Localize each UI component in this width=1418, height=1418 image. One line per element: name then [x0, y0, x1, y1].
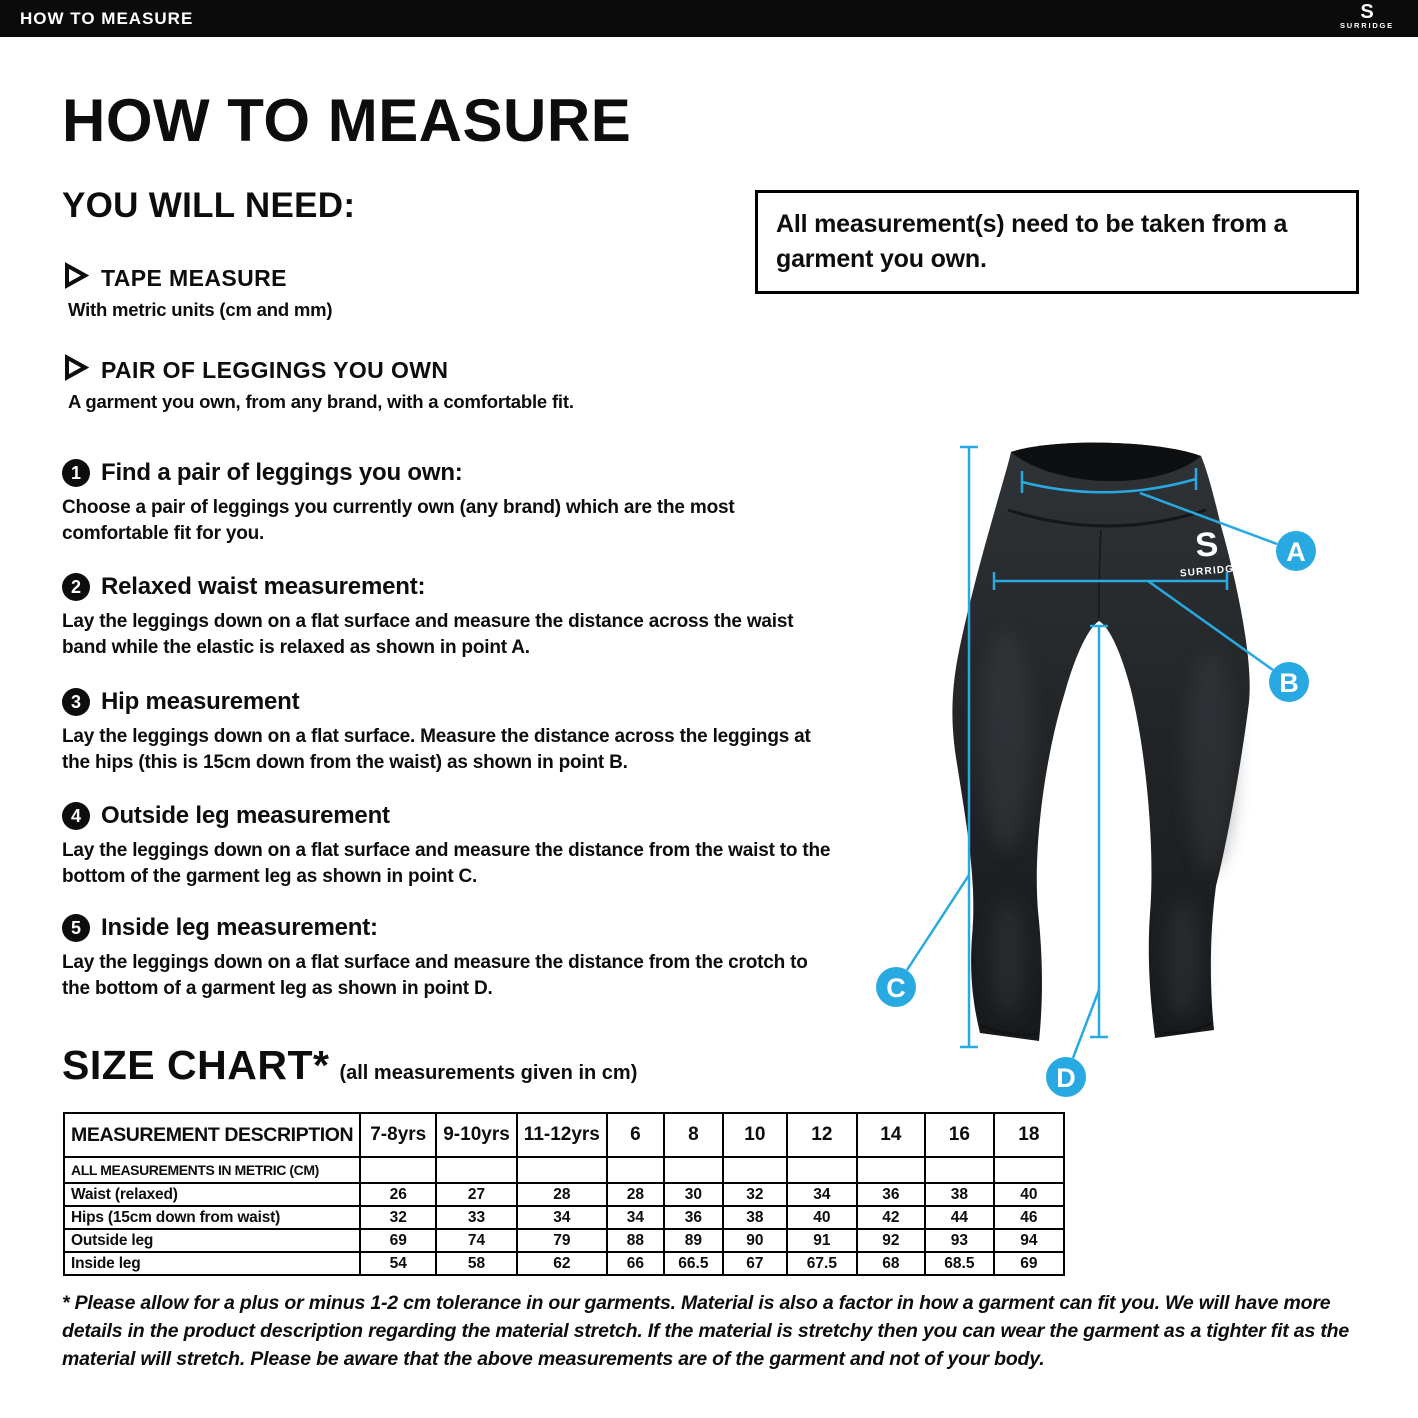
- page-title: HOW TO MEASURE: [62, 87, 632, 154]
- step-5: [62, 914, 862, 1002]
- cell-value: 93: [925, 1229, 994, 1252]
- cell-value: 69: [994, 1252, 1064, 1275]
- cell-value: 32: [723, 1183, 787, 1206]
- measurement-notice-box: All measurement(s) need to be taken from a garment you own.: [755, 190, 1359, 294]
- cell-value: 90: [723, 1229, 787, 1252]
- cell-value: 68.5: [925, 1252, 994, 1275]
- step-title: Inside leg measurement:: [101, 914, 378, 941]
- step-3: [62, 688, 862, 776]
- need-item-tape-measure: [62, 262, 332, 321]
- cell-value: 34: [607, 1206, 664, 1229]
- inside-leg-line: [1090, 626, 1108, 1037]
- table-metric-row: [64, 1157, 1064, 1183]
- empty-cell: [436, 1157, 517, 1183]
- step-number-badge: 3: [62, 688, 90, 716]
- outside-leg-leader-line: [907, 875, 969, 970]
- table-row: [64, 1183, 1064, 1206]
- point-marker-b: [1269, 662, 1309, 702]
- cell-value: 68: [857, 1252, 925, 1275]
- column-header: 8: [664, 1113, 723, 1157]
- step-body: Lay the leggings down on a flat surface and measure the distance from the crotch to the bottom of a garment leg as shown in point D.: [62, 952, 808, 999]
- cell-value: 38: [925, 1183, 994, 1206]
- step-number-badge: 4: [62, 802, 90, 830]
- top-bar: [0, 0, 1418, 37]
- step-body: Choose a pair of leggings you currently own (any brand) which are the most comfortable fit for you.: [62, 497, 735, 544]
- cell-value: 46: [994, 1206, 1064, 1229]
- cell-value: 88: [607, 1229, 664, 1252]
- step-number-badge: 1: [62, 459, 90, 487]
- empty-cell: [517, 1157, 607, 1183]
- svg-text:A: A: [1286, 537, 1306, 567]
- cell-value: 27: [436, 1183, 517, 1206]
- table-row: [64, 1252, 1064, 1275]
- column-header: 12: [787, 1113, 857, 1157]
- empty-cell: [723, 1157, 787, 1183]
- step-body: Lay the leggings down on a flat surface and measure the distance across the waist band while the elastic is relaxed as shown in point A.: [62, 611, 794, 658]
- leggings-illustration: [952, 443, 1249, 1041]
- column-header: 14: [857, 1113, 925, 1157]
- step-title: Find a pair of leggings you own:: [101, 459, 463, 486]
- cell-value: 62: [517, 1252, 607, 1275]
- surridge-garment-logo-text: SURRIDGE: [1179, 563, 1243, 580]
- top-bar-title: HOW TO MEASURE: [20, 8, 194, 28]
- cell-value: 28: [607, 1183, 664, 1206]
- empty-cell: [664, 1157, 723, 1183]
- column-header: 10: [723, 1113, 787, 1157]
- surridge-logo: [1330, 3, 1404, 30]
- cell-value: 34: [787, 1183, 857, 1206]
- cell-value: 40: [994, 1183, 1064, 1206]
- column-header: 6: [607, 1113, 664, 1157]
- cell-value: 28: [517, 1183, 607, 1206]
- cell-value: 94: [994, 1229, 1064, 1252]
- need-item-description: With metric units (cm and mm): [68, 299, 333, 320]
- svg-text:D: D: [1056, 1063, 1076, 1093]
- cell-value: 42: [857, 1206, 925, 1229]
- cell-value: 30: [664, 1183, 723, 1206]
- need-item-description: A garment you own, from any brand, with a comfortable fit.: [68, 391, 574, 412]
- step-number-badge: 5: [62, 914, 90, 942]
- cell-value: 33: [436, 1206, 517, 1229]
- point-marker-a: [1276, 531, 1316, 571]
- empty-cell: [607, 1157, 664, 1183]
- column-header: MEASUREMENT DESCRIPTION: [64, 1113, 360, 1157]
- step-1: [62, 459, 862, 547]
- cell-value: 40: [787, 1206, 857, 1229]
- cell-value: 89: [664, 1229, 723, 1252]
- table-row: [64, 1229, 1064, 1252]
- cell-value: 67: [723, 1252, 787, 1275]
- need-item-title: TAPE MEASURE: [101, 264, 287, 291]
- cell-value: 32: [360, 1206, 436, 1229]
- cell-value: 38: [723, 1206, 787, 1229]
- step-body: Lay the leggings down on a flat surface. Measure the distance across the leggings at the hips (this is 15cm down from the waist) as shown in point B.: [62, 726, 811, 773]
- need-item-title: PAIR OF LEGGINGS YOU OWN: [101, 356, 449, 383]
- size-chart-title: SIZE CHART*: [62, 1042, 330, 1088]
- empty-cell: [994, 1157, 1064, 1183]
- table-row: [64, 1206, 1064, 1229]
- cell-value: 34: [517, 1206, 607, 1229]
- cell-value: 92: [857, 1229, 925, 1252]
- svg-text:C: C: [886, 973, 906, 1003]
- leggings-measurement-diagram: [858, 430, 1360, 1110]
- point-marker-d: [1046, 1057, 1086, 1097]
- cell-value: 54: [360, 1252, 436, 1275]
- cell-value: 44: [925, 1206, 994, 1229]
- empty-cell: [360, 1157, 436, 1183]
- step-title: Relaxed waist measurement:: [101, 573, 426, 600]
- empty-cell: [787, 1157, 857, 1183]
- table-header-row: [64, 1113, 1064, 1157]
- step-title: Hip measurement: [101, 688, 300, 715]
- cell-value: 67.5: [787, 1252, 857, 1275]
- step-4: [62, 802, 862, 890]
- tolerance-disclaimer: * Please allow for a plus or minus 1-2 cm tolerance in our garments. Material is also a factor in how a garment can fit you. We will have more details in the product description regarding the material stretch. If the material is stretchy then you can wear the garment as a tighter fit as the material will stretch. Please be aware that the above measurements are of the garment and not of your body.: [62, 1292, 1349, 1370]
- surridge-garment-s-icon: S: [1193, 525, 1220, 565]
- surridge-logo-text: SURRIDGE: [1340, 21, 1394, 30]
- step-body: Lay the leggings down on a flat surface and measure the distance from the waist to the bottom of the garment leg as shown in point C.: [62, 840, 831, 887]
- cell-value: 66: [607, 1252, 664, 1275]
- triangle-bullet-icon: [62, 262, 89, 294]
- column-header: 7-8yrs: [360, 1113, 436, 1157]
- cell-value: 79: [517, 1229, 607, 1252]
- size-chart-heading: [62, 1042, 637, 1089]
- row-label: Outside leg: [64, 1229, 360, 1252]
- cell-value: 58: [436, 1252, 517, 1275]
- size-chart-subtitle: (all measurements given in cm): [339, 1062, 638, 1084]
- cell-value: 26: [360, 1183, 436, 1206]
- metric-row-label: ALL MEASUREMENTS IN METRIC (CM): [64, 1157, 360, 1183]
- inside-leg-leader-line: [1073, 990, 1099, 1058]
- cell-value: 36: [857, 1183, 925, 1206]
- row-label: Inside leg: [64, 1252, 360, 1275]
- row-label: Hips (15cm down from waist): [64, 1206, 360, 1229]
- point-marker-c: [876, 967, 916, 1007]
- column-header: 9-10yrs: [436, 1113, 517, 1157]
- svg-text:B: B: [1279, 668, 1299, 698]
- empty-cell: [925, 1157, 994, 1183]
- column-header: 11-12yrs: [517, 1113, 607, 1157]
- cell-value: 91: [787, 1229, 857, 1252]
- cell-value: 69: [360, 1229, 436, 1252]
- triangle-bullet-icon: [62, 354, 89, 386]
- step-title: Outside leg measurement: [101, 802, 390, 829]
- need-item-leggings: [62, 354, 574, 413]
- empty-cell: [857, 1157, 925, 1183]
- row-label: Waist (relaxed): [64, 1183, 360, 1206]
- cell-value: 74: [436, 1229, 517, 1252]
- cell-value: 66.5: [664, 1252, 723, 1275]
- step-number-badge: 2: [62, 573, 90, 601]
- column-header: 18: [994, 1113, 1064, 1157]
- surridge-s-icon: S: [1360, 1, 1374, 23]
- you-will-need-heading: YOU WILL NEED:: [62, 186, 356, 225]
- column-header: 16: [925, 1113, 994, 1157]
- size-chart-table: [63, 1112, 1065, 1276]
- cell-value: 36: [664, 1206, 723, 1229]
- step-2: [62, 573, 862, 661]
